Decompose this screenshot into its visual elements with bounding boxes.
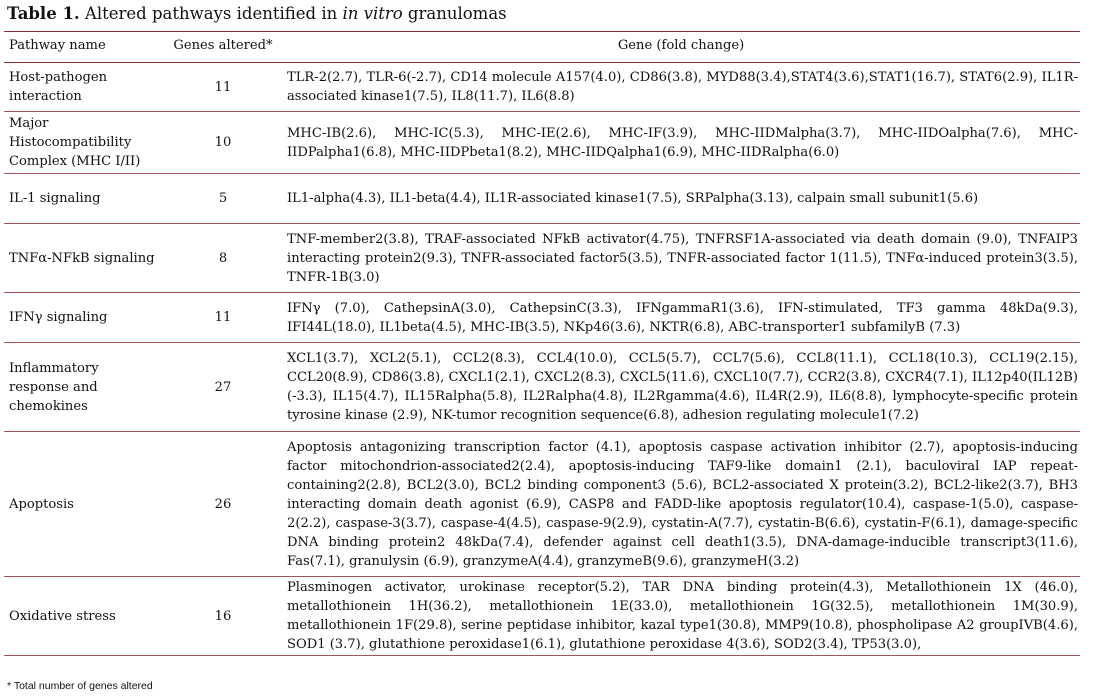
gene-list: TLR-2(2.7), TLR-6(-2.7), CD14 molecule A157(4.0), CD86(3.8), MYD88(3.4),STAT4(3.6),STAT1(16.7), STAT6(2.9), IL1R-associated kinase1(7.5), IL8(11.7), IL6(8.8) xyxy=(282,63,1080,112)
caption-text-end: granulomas xyxy=(402,4,507,23)
table-caption xyxy=(7,3,1097,25)
genes-count: 8 xyxy=(164,224,282,293)
pathway-name: IFNγ signaling xyxy=(4,293,164,343)
pathway-name: Major Histocompatibility Complex (MHC I/II) xyxy=(4,112,164,174)
caption-text: Altered pathways identified in xyxy=(79,4,343,23)
genes-count: 5 xyxy=(164,174,282,224)
pathways-table xyxy=(4,31,1080,656)
table-row xyxy=(4,224,1080,293)
table-row xyxy=(4,343,1080,432)
pathway-name: Inflammatory response and chemokines xyxy=(4,343,164,432)
table-row xyxy=(4,112,1080,174)
pathway-name: Oxidative stress xyxy=(4,577,164,656)
gene-list: Plasminogen activator, urokinase receptor(5.2), TAR DNA binding protein(4.3), Metallothionein 1X (46.0), metallothionein 1H(36.2), metallothionein 1E(33.0), metallothionein 1G(32.5), metallothionein 1M(30.9), metallothionein 1F(29.8), serine peptidase inhibitor, kazal type1(30.8), MMP9(10.8), phospholipase A2 groupIVB(4.6), SOD1 (3.7), glutathione peroxidase1(6.1), glutathione peroxidase 4(3.6), SOD2(3.4), TP53(3.0), xyxy=(282,577,1080,656)
table-row xyxy=(4,432,1080,577)
caption-italic: in vitro xyxy=(342,4,403,23)
header-gene-fold-change: Gene (fold change) xyxy=(282,32,1080,63)
table-row xyxy=(4,63,1080,112)
header-pathway-name: Pathway name xyxy=(4,32,164,63)
gene-list: IL1-alpha(4.3), IL1-beta(4.4), IL1R-associated kinase1(7.5), SRPalpha(3.13), calpain small subunit1(5.6) xyxy=(282,174,1080,224)
genes-count: 11 xyxy=(164,63,282,112)
table-row xyxy=(4,577,1080,656)
header-row xyxy=(4,32,1080,63)
gene-list: IFNγ (7.0), CathepsinA(3.0), CathepsinC(3.3), IFNgammaR1(3.6), IFN-stimulated, TF3 gamma 48kDa(9.3), IFI44L(18.0), IL1beta(4.5), MHC-IB(3.5), NKp46(3.6), NKTR(6.8), ABC-transporter1 subfamilyB (7.3) xyxy=(282,293,1080,343)
pathway-name: IL-1 signaling xyxy=(4,174,164,224)
caption-label: Table 1. xyxy=(7,4,80,23)
genes-count: 11 xyxy=(164,293,282,343)
genes-count: 26 xyxy=(164,432,282,577)
pathway-name: Apoptosis xyxy=(4,432,164,577)
pathway-name: TNFα-NFkB signaling xyxy=(4,224,164,293)
pathway-name: Host-pathogen interaction xyxy=(4,63,164,112)
gene-list: TNF-member2(3.8), TRAF-associated NFkB activator(4.75), TNFRSF1A-associated via death domain (9.0), TNFAIP3 interacting protein2(9.3), TNFR-associated factor5(3.5), TNFR-associated factor 1(11.5), TNFα-induced protein3(3.5), TNFR-1B(3.0) xyxy=(282,224,1080,293)
gene-list: MHC-IB(2.6), MHC-IC(5.3), MHC-IE(2.6), MHC-IF(3.9), MHC-IIDMalpha(3.7), MHC-IIDOalpha(7.6), MHC-IIDPalpha1(6.8), MHC-IIDPbeta1(8.2), MHC-IIDQalpha1(6.9), MHC-IIDRalpha(6.0) xyxy=(282,112,1080,174)
table-row xyxy=(4,293,1080,343)
table-row xyxy=(4,174,1080,224)
genes-count: 16 xyxy=(164,577,282,656)
gene-list: Apoptosis antagonizing transcription factor (4.1), apoptosis caspase activation inhibitor (2.7), apoptosis-inducing factor mitochondrion-associated2(2.4), apoptosis-inducing TAF9-like domain1 (2.1), baculoviral IAP repeat-containing2(2.8), BCL2(3.0), BCL2 binding component3 (5.6), BCL2-associated X protein(3.2), BCL2-like2(3.7), BH3 interacting domain death agonist (6.9), CASP8 and FADD-like apoptosis regulator(10.4), caspase-1(5.0), caspase-2(2.2), caspase-3(3.7), caspase-4(4.5), caspase-9(2.9), cystatin-A(7.7), cystatin-B(6.6), cystatin-F(6.1), damage-specific DNA binding protein2 48kDa(7.4), defender against cell death1(3.5), DNA-damage-inducible transcript3(11.6), Fas(7.1), granulysin (6.9), granzymeA(4.4), granzymeB(9.6), granzymeH(3.2) xyxy=(282,432,1080,577)
gene-list: XCL1(3.7), XCL2(5.1), CCL2(8.3), CCL4(10.0), CCL5(5.7), CCL7(5.6), CCL8(11.1), CCL18(10.3), CCL19(2.15), CCL20(8.9), CD86(3.8), CXCL1(2.1), CXCL2(8.3), CXCL5(11.6), CXCL10(7.7), CCR2(3.8), CXCR4(7.1), IL12p40(IL12B)(-3.3), IL15(4.7), IL15Ralpha(5.8), IL2Ralpha(4.8), IL2Rgamma(4.6), IL4R(2.9), IL6(8.8), lymphocyte-specific protein tyrosine kinase (2.9), NK-tumor recognition sequence(6.8), adhesion regulating molecule1(7.2) xyxy=(282,343,1080,432)
genes-count: 27 xyxy=(164,343,282,432)
header-genes-altered: Genes altered* xyxy=(164,32,282,63)
table-footnote: * Total number of genes altered xyxy=(7,680,153,692)
genes-count: 10 xyxy=(164,112,282,174)
